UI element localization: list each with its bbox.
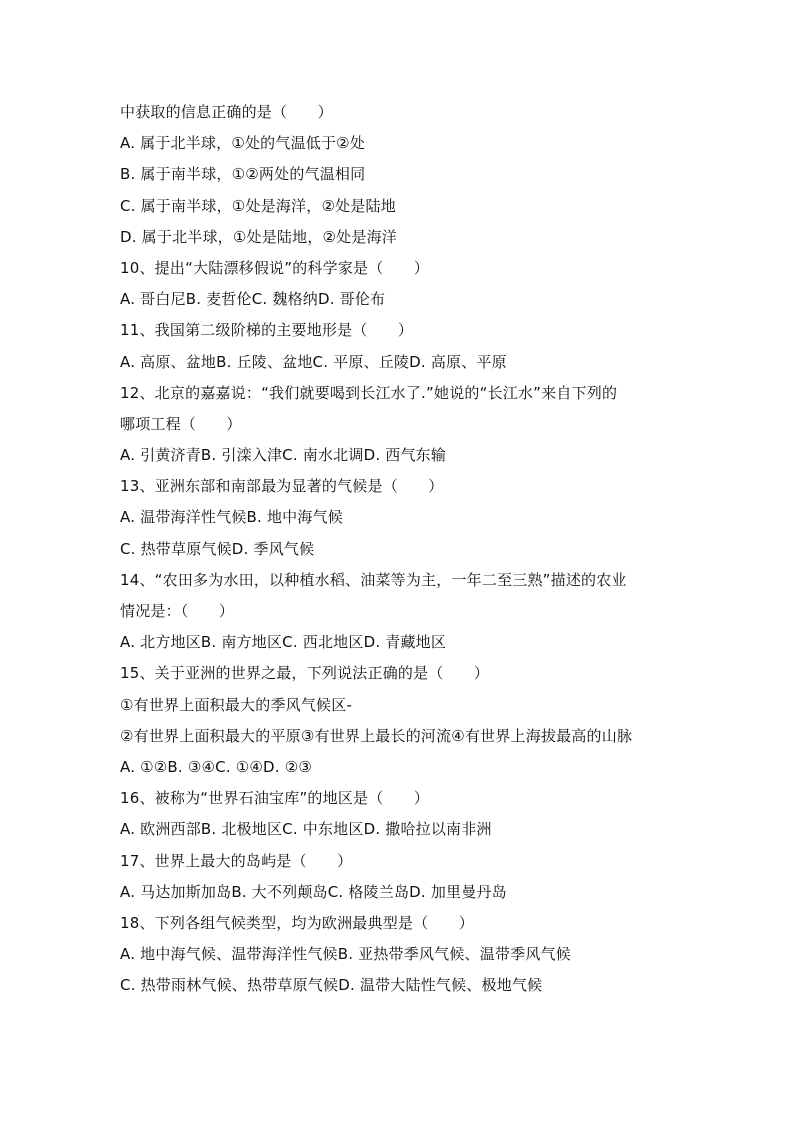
- question-line: 哪项工程（ ）: [120, 414, 242, 433]
- question-text-block: [120, 97, 680, 1001]
- question-line: 情况是：（ ）: [120, 602, 235, 620]
- question-line: 14、“农田多为水田，以种植水稻、油菜等为主，一年二至三熟”描述的农业: [120, 570, 627, 589]
- option-line: A. 高原、盆地B. 丘陵、盆地C. 平原、丘陵D. 高原、平原: [120, 352, 507, 371]
- option-line: A. ①②B. ③④C. ①④D. ②③: [120, 757, 313, 776]
- option-line: A. 马达加斯加岛B. 大不列颠岛C. 格陵兰岛D. 加里曼丹岛: [120, 882, 507, 901]
- question-line: 12、北京的嘉嘉说：“我们就要喝到长江水了.”她说的“长江水”来自下列的: [120, 383, 618, 402]
- text-line: 中获取的信息正确的是（ ）: [120, 103, 333, 121]
- option-line: A. 哥白尼B. 麦哲伦C. 魏格纳D. 哥伦布: [120, 290, 386, 309]
- option-line: A. 北方地区B. 南方地区C. 西北地区D. 青藏地区: [120, 633, 447, 652]
- question-line: 15、关于亚洲的世界之最，下列说法正确的是（ ）: [120, 664, 490, 683]
- statement-line: ①有世界上面积最大的季风气候区-: [120, 695, 353, 714]
- option-line: A. 属于北半球，①处的气温低于②处: [120, 134, 366, 153]
- option-line: C. 热带草原气候D. 季风气候: [120, 539, 315, 558]
- option-line: A. 温带海洋性气候B. 地中海气候: [120, 508, 343, 527]
- question-line: 18、下列各组气候类型，均为欧洲最典型是（ ）: [120, 913, 474, 932]
- question-line: 10、提出“大陆漂移假说”的科学家是（ ）: [120, 258, 430, 277]
- option-line: A. 地中海气候、温带海洋性气候B. 亚热带季风气候、温带季风气候: [120, 945, 571, 964]
- question-line: 16、被称为“世界石油宝库”的地区是（ ）: [120, 789, 430, 808]
- option-line: C. 属于南半球，①处是海洋，②处是陆地: [120, 196, 396, 215]
- option-line: B. 属于南半球，①②两处的气温相同: [120, 165, 366, 184]
- statement-line: ②有世界上面积最大的平原③有世界上最长的河流④有世界上海拔最高的山脉: [120, 726, 633, 745]
- question-line: 17、世界上最大的岛屿是（ ）: [120, 851, 353, 870]
- option-line: A. 引黄济青B. 引滦入津C. 南水北调D. 西气东输: [120, 446, 447, 465]
- option-line: A. 欧洲西部B. 北极地区C. 中东地区D. 撒哈拉以南非洲: [120, 820, 492, 839]
- option-line: D. 属于北半球，①处是陆地，②处是海洋: [120, 227, 397, 246]
- question-line: 13、亚洲东部和南部最为显著的气候是（ ）: [120, 477, 444, 496]
- question-line: 11、我国第二级阶梯的主要地形是（ ）: [120, 321, 414, 340]
- option-line: C. 热带雨林气候、热带草原气候D. 温带大陆性气候、极地气候: [120, 976, 543, 995]
